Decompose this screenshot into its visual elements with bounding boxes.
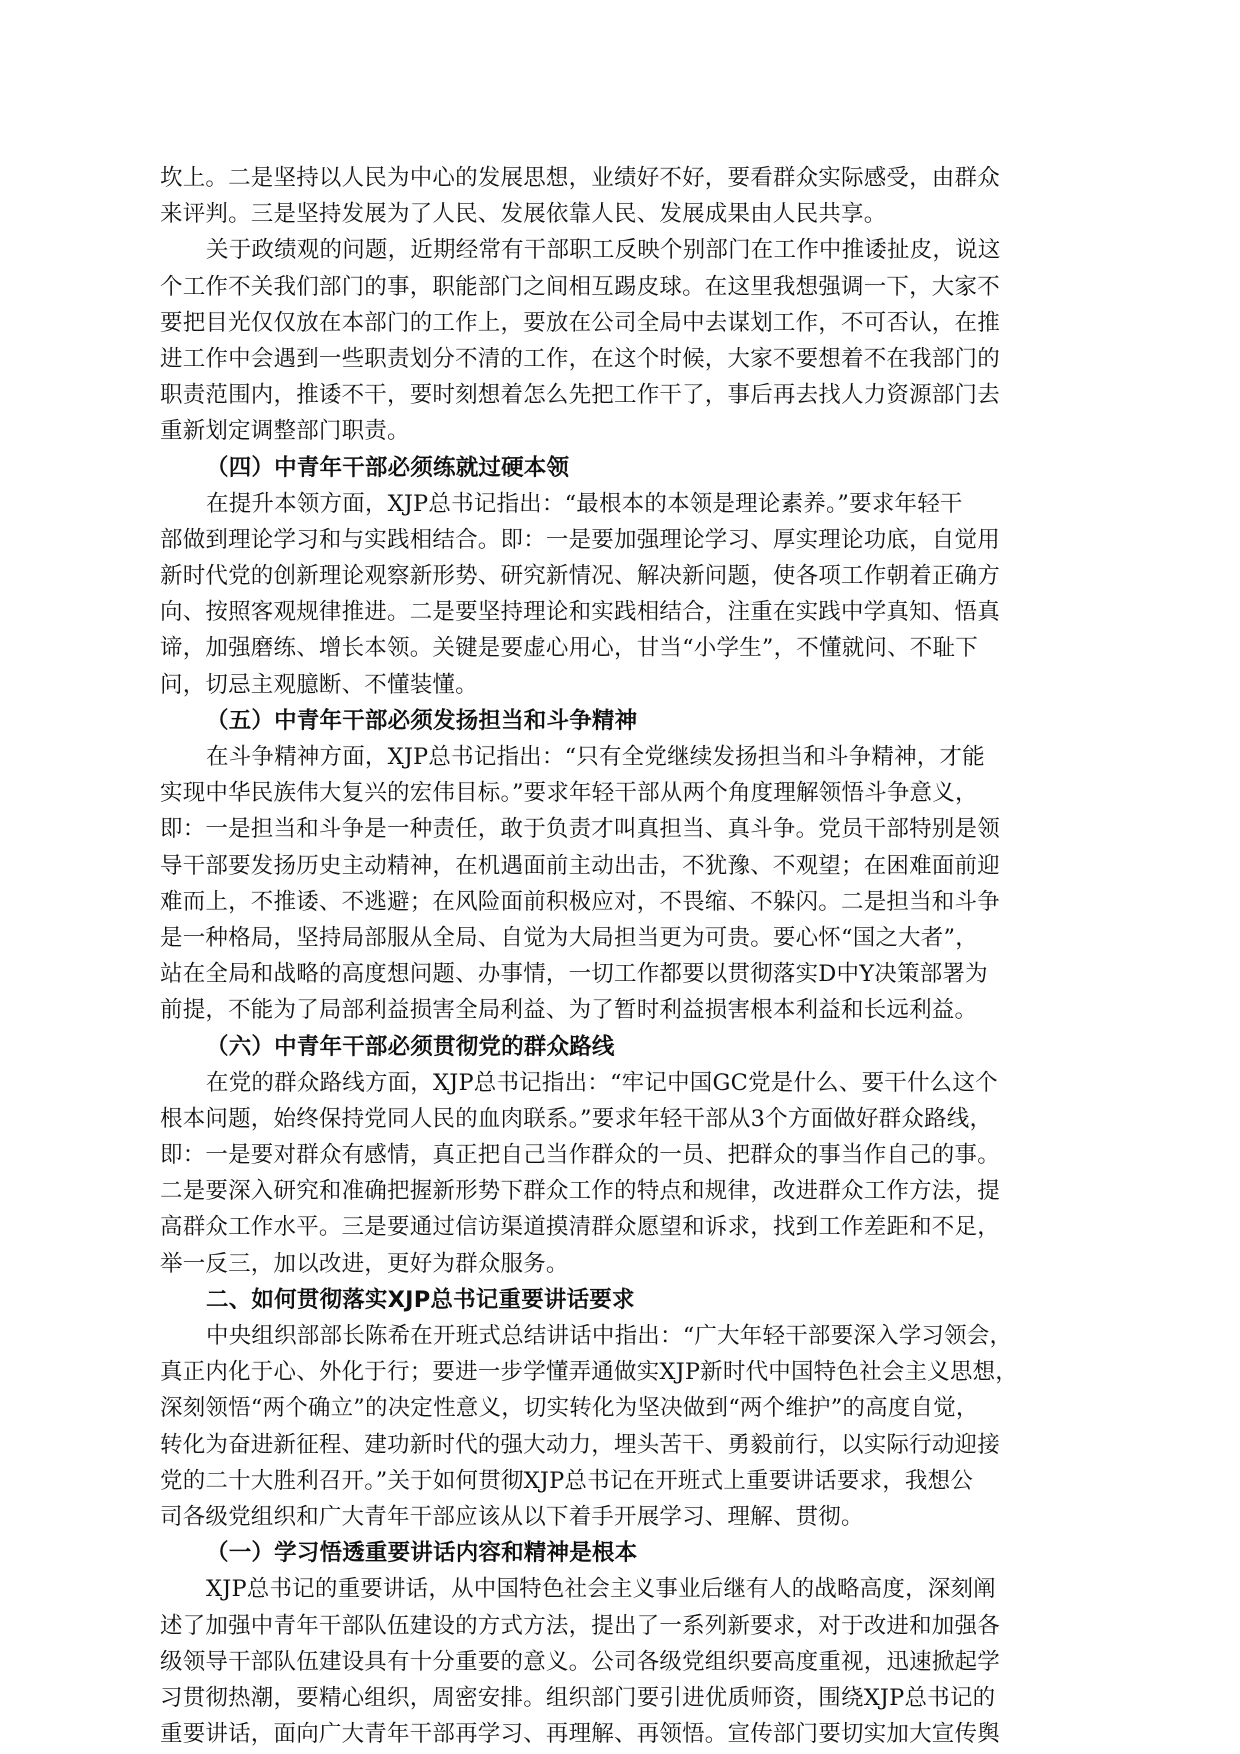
text-line: 导干部要发扬历史主动精神，在机遇面前主动出击，不犹豫、不观望；在困难面前迎 (160, 852, 1000, 879)
section-heading: （一）学习悟透重要讲话内容和精神是根本 (206, 1540, 638, 1567)
text-line: 难而上，不推诿、不逃避；在风险面前积极应对，不畏缩、不躲闪。二是担当和斗争 (160, 888, 1000, 915)
text-line: 司各级党组织和广大青年干部应该从以下着手开展学习、理解、贯彻。 (160, 1503, 864, 1530)
document-body (160, 160, 1080, 1752)
text-line: 重要讲话，面向广大青年干部再学习、再理解、再领悟。宣传部门要切实加大宣传舆 (160, 1721, 1000, 1748)
text-line: 高群众工作水平。三是要通过信访渠道摸清群众愿望和诉求，找到工作差距和不足， (160, 1214, 1000, 1241)
section-heading: 二、如何贯彻落实XJP总书记重要讲话要求 (206, 1286, 635, 1313)
text-line: 在斗争精神方面，XJP总书记指出：“只有全党继续发扬担当和斗争精神，才能 (206, 744, 985, 770)
text-line: 即：一是担当和斗争是一种责任，敢于负责才叫真担当、真斗争。党员干部特别是领 (160, 816, 1000, 843)
text-line: 进工作中会遇到一些职责划分不清的工作，在这个时候，大家不要想着不在我部门的 (160, 345, 1000, 372)
text-line: XJP总书记的重要讲话，从中国特色社会主义事业后继有人的战略高度，深刻阐 (206, 1576, 996, 1603)
text-line: 谛，加强磨练、增长本领。关键是要虚心用心，甘当“小学生”，不懂就问、不耻下 (160, 635, 978, 662)
section-heading: （五）中青年干部必须发扬担当和斗争精神 (206, 707, 638, 734)
text-line: 问，切忌主观臆断、不懂装懂。 (160, 671, 478, 698)
text-line: 职责范围内，推诿不干，要时刻想着怎么先把工作干了，事后再去找人力资源部门去 (160, 382, 1000, 409)
text-line: 转化为奋进新征程、建功新时代的强大动力，埋头苦干、勇毅前行，以实际行动迎接 (160, 1431, 1000, 1458)
text-line: 个工作不关我们部门的事，职能部门之间相互踢皮球。在这里我想强调一下，大家不 (160, 273, 1000, 300)
text-line: 来评判。三是坚持发展为了人民、发展依靠人民、发展成果由人民共享。 (160, 201, 887, 228)
text-line: 举一反三，加以改进，更好为群众服务。 (160, 1250, 569, 1277)
text-line: 即：一是要对群众有感情，真正把自己当作群众的一员、把群众的事当作自己的事。 (160, 1142, 1000, 1169)
text-line: 级领导干部队伍建设具有十分重要的意义。公司各级党组织要高度重视，迅速掀起学 (160, 1648, 1000, 1675)
text-line: 向、按照客观规律推进。二是要坚持理论和实践相结合，注重在实践中学真知、悟真 (160, 599, 1000, 626)
text-line: 中央组织部部长陈希在开班式总结讲话中指出：“广大年轻干部要深入学习领会， (206, 1323, 1013, 1349)
text-line: 坎上。二是坚持以人民为中心的发展思想，业绩好不好，要看群众实际感受，由群众 (160, 165, 1000, 191)
text-line: 站在全局和战略的高度想问题、办事情，一切工作都要以贯彻落实D中Y决策部署为 (160, 961, 988, 988)
text-line: 在党的群众路线方面，XJP总书记指出：“牢记中国GC党是什么、要干什么这个 (206, 1069, 998, 1096)
text-line: 二是要深入研究和准确把握新形势下群众工作的特点和规律，改进群众工作方法，提 (160, 1178, 1000, 1205)
text-line: 习贯彻热潮，要精心组织，周密安排。组织部门要引进优质师资，围绕XJP总书记的 (160, 1684, 996, 1711)
text-line: 根本问题，始终保持党同人民的血肉联系。”要求年轻干部从3个方面做好群众路线， (160, 1105, 993, 1132)
section-heading: （六）中青年干部必须贯彻党的群众路线 (206, 1033, 615, 1060)
text-line: 要把目光仅仅放在本部门的工作上，要放在公司全局中去谋划工作，不可否认，在推 (160, 309, 1000, 336)
text-line: 在提升本领方面，XJP总书记指出：“最根本的本领是理论素养。”要求年轻干 (206, 490, 963, 517)
text-line: 述了加强中青年干部队伍建设的方式方法，提出了一系列新要求，对于改进和加强各 (160, 1612, 1000, 1639)
text-line: 真正内化于心、外化于行；要进一步学懂弄通做实XJP新时代中国特色社会主义思想， (160, 1359, 1018, 1386)
text-line: 是一种格局，坚持局部服从全局、自觉为大局担当更为可贵。要心怀“国之大者”， (160, 924, 978, 951)
text-line: 重新划定调整部门职责。 (160, 418, 410, 445)
text-line: 党的二十大胜利召开。”关于如何贯彻XJP总书记在开班式上重要讲话要求，我想公 (160, 1467, 974, 1494)
text-line: 部做到理论学习和与实践相结合。即：一是要加强理论学习、厚实理论功底，自觉用 (160, 526, 1000, 553)
text-line: 新时代党的创新理论观察新形势、研究新情况、解决新问题，使各项工作朝着正确方 (160, 563, 1000, 590)
text-line: 关于政绩观的问题，近期经常有干部职工反映个别部门在工作中推诿扯皮，说这 (206, 237, 1001, 264)
text-line: 实现中华民族伟大复兴的宏伟目标。”要求年轻干部从两个角度理解领悟斗争意义， (160, 780, 978, 807)
text-line: 深刻领悟“两个确立”的决定性意义，切实转化为坚决做到“两个维护”的高度自觉， (160, 1395, 979, 1422)
text-line: 前提，不能为了局部利益损害全局利益、为了暂时利益损害根本利益和长远利益。 (160, 997, 978, 1024)
section-heading: （四）中青年干部必须练就过硬本领 (206, 454, 570, 481)
